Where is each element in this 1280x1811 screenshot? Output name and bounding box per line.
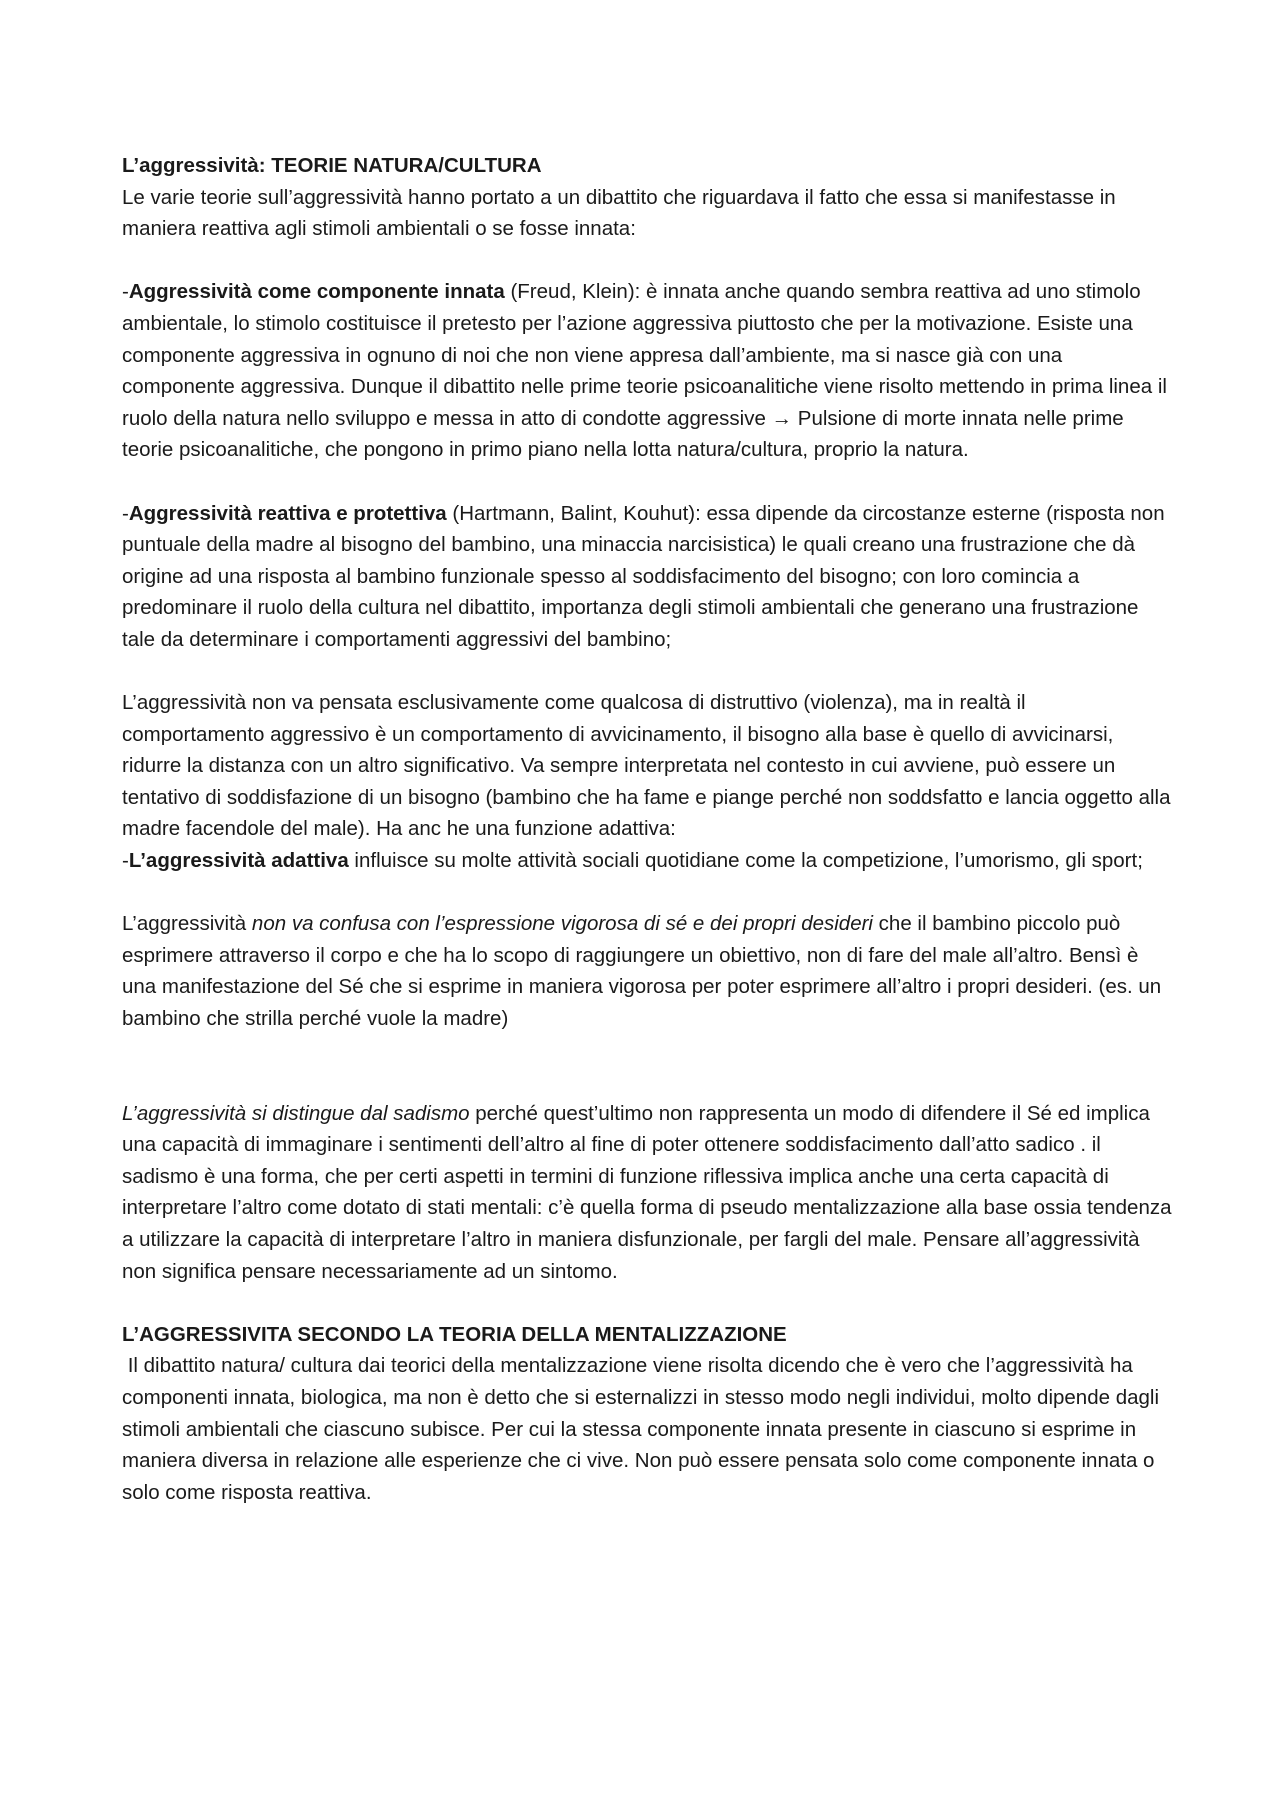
adaptive-aggression-term: L’aggressività adattiva — [128, 849, 349, 873]
non-destructive-paragraph: L’aggressività non va pensata esclusivamente come qualcosa di distruttivo (violenza), ma in realtà il comportamento aggressivo è un comportamento di avvicinamento, il bisogno alla base è quello di avvicinarsi, ridurre la distanza con un altro significativo. Va sempre interpretata nel contesto in cui avviene, può essere un tentativo di soddisfazione di un bisogno (bambino che ha fame e piange perché non soddsfatto e lancia oggetto alla madre facendole del male). Ha anc he una funzione adattiva: — [122, 691, 1171, 841]
reactive-aggression-paragraph: -Aggressività reattiva e protettiva (Hartmann, Balint, Kouhut): essa dipende da circostanze esterne (risposta non puntuale della madre al bisogno del bambino, una minaccia narcisistica) le quali creano una frustrazione che dà origine ad una risposta al bambino funzionale spesso al soddisfacimento del bisogno; con loro comincia a predominare il ruolo della cultura nel dibattito, importanza degli stimoli ambientali che generano una frustrazione tale da determinare i comportamenti aggressivi del bambino; — [122, 501, 1165, 651]
reactive-aggression-term: Aggressività reattiva e protettiva — [128, 501, 447, 525]
document-page — [122, 150, 1172, 1508]
title: L’aggressività: TEORIE NATURA/CULTURA — [122, 154, 542, 177]
sadism-paragraph: L’aggressività si distingue dal sadismo perché quest’ultimo non rappresenta un modo di difendere il Sé ed implica una capacità di immaginare i sentimenti dell’altro al fine di poter ottenere soddisfacimento dall’atto sadico . il sadismo è una forma, che per certi aspetti in termini di funzione riflessiva implica anche una certa capacità di interpretare l’altro come dotato di stati mentali: c’è quella forma di pseudo mentalizzazione alla base ossia tendenza a utilizzare la capacità di interpretare l’altro in maniera disfunzionale, per fargli del male. Pensare all’aggressività non significa pensare necessariamente ad un sintomo. — [122, 1101, 1172, 1283]
mentalization-paragraph: Il dibattito natura/ cultura dai teorici della mentalizzazione viene risolta dicendo che è vero che l’aggressività ha componenti innata, biologica, ma non è detto che si esternalizzi in stesso modo negli individui, molto dipende dagli stimoli ambientali che ciascuno subisce. Per cui la stessa componente innata presente in ciascuno si esprime in maniera diversa in relazione alle esperienze che ci vive. Non può essere pensata solo come componente innata o solo come risposta reattiva. — [122, 1354, 1165, 1504]
right-arrow-icon: → — [771, 406, 793, 430]
vigorous-expression-paragraph: L’aggressività non va confusa con l’espressione vigorosa di sé e dei propri desideri che il bambino piccolo può esprimere attraverso il corpo e che ha lo scopo di raggiungere un obiettivo, non di fare del male all’altro. Bensì è una manifestazione del Sé che si esprime in maniera vigorosa per poter esprimere all’altro i propri desideri. (es. un bambino che strilla perché vuole la madre) — [122, 912, 1162, 1031]
section-heading-mentalization: L’AGGRESSIVITA SECONDO LA TEORIA DELLA MENTALIZZAZIONE — [122, 1322, 787, 1346]
adaptive-aggression-paragraph: -L’aggressività adattiva influisce su molte attività sociali quotidiane come la competizione, l’umorismo, gli sport; — [122, 849, 1143, 873]
innate-aggression-paragraph: -Aggressività come componente innata (Freud, Klein): è innata anche quando sembra reattiva ad uno stimolo ambientale, lo stimolo costituisce il pretesto per l’azione aggressiva piuttosto che per la motivazione. Esiste una componente aggressiva in ognuno di noi che non viene appresa dall’ambiente, ma si nasce già con una componente aggressiva. Dunque il dibattito nelle prime teorie psicoanalitiche viene risolto mettendo in prima linea il ruolo della natura nello sviluppo e messa in atto di condotte aggressive → Pulsione di morte innata nelle prime teorie psicoanalitiche, che pongono in primo piano nella lotta natura/cultura, proprio la natura. — [122, 280, 1167, 462]
innate-aggression-term: Aggressività come componente innata — [128, 280, 505, 304]
intro-paragraph: Le varie teorie sull’aggressività hanno portato a un dibattito che riguardava il fatto che essa si manifestasse in maniera reattiva agli stimoli ambientali o se fosse innata: — [122, 185, 1116, 241]
